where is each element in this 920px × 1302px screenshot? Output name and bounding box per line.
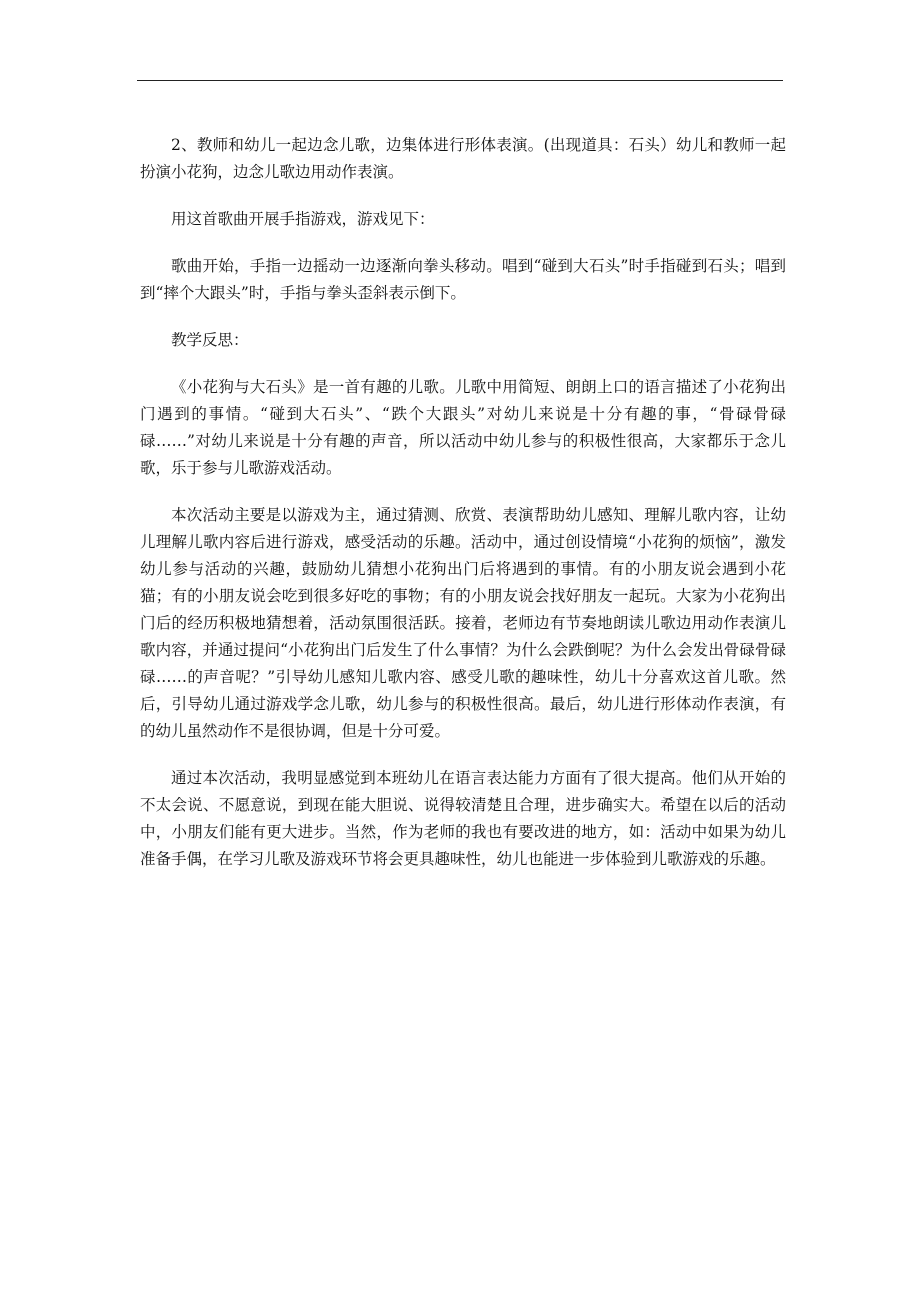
paragraph-finger-game-steps: 歌曲开始，手指一边摇动一边逐渐向拳头移动。唱到“碰到大石头”时手指碰到石头；唱到到“摔个大跟头”时，手指与拳头歪斜表示倒下。 [140,257,786,302]
document-body [140,132,786,893]
section-heading-teaching-reflection: 教学反思： [171,331,249,349]
paragraph-finger-game-intro: 用这首歌曲开展手指游戏，游戏见下： [171,210,435,228]
paragraph-reflection-activity: 本次活动主要是以游戏为主，通过猜测、欣赏、表演帮助幼儿感知、理解儿歌内容，让幼儿理解儿歌内容后进行游戏，感受活动的乐趣。活动中，通过创设情境“小花狗的烦恼”，激发幼儿参与活动的兴趣，鼓励幼儿猜想小花狗出门后将遇到的事情。有的小朋友说会遇到小花猫；有的小朋友说会吃到很多好吃的事物；有的小朋友说会找好朋友一起玩。大家为小花狗出门后的经历积极地猜想着，活动氛围很活跃。接着，老师边有节奏地朗读儿歌边用动作表演儿歌内容，并通过提问“小花狗出门后发生了什么事情？为什么会跌倒呢？为什么会发出骨碌骨碌碌……的声音呢？”引导幼儿感知儿歌内容、感受儿歌的趣味性，幼儿十分喜欢这首儿歌。然后，引导幼儿通过游戏学念儿歌，幼儿参与的积极性很高。最后，幼儿进行形体动作表演，有的幼儿虽然动作不是很协调，但是十分可爱。 [140,506,786,740]
paragraph-reflection-song: 《小花狗与大石头》是一首有趣的儿歌。儿歌中用简短、朗朗上口的语言描述了小花狗出门遇到的事情。“碰到大石头”、“跌个大跟头”对幼儿来说是十分有趣的事，“骨碌骨碌碌……”对幼儿来说是十分有趣的声音，所以活动中幼儿参与的积极性很高，大家都乐于念儿歌，乐于参与儿歌游戏活动。 [140,378,786,477]
header-rule [137,80,783,81]
paragraph-activity-step-2: 2、教师和幼儿一起边念儿歌，边集体进行形体表演。(出现道具：石头）幼儿和教师一起扮演小花狗，边念儿歌边用动作表演。 [140,136,786,181]
paragraph-reflection-summary: 通过本次活动，我明显感觉到本班幼儿在语言表达能力方面有了很大提高。他们从开始的不太会说、不愿意说，到现在能大胆说、说得较清楚且合理，进步确实大。希望在以后的活动中，小朋友们能有更大进步。当然，作为老师的我也有要改进的地方，如：活动中如果为幼儿准备手偶，在学习儿歌及游戏环节将会更具趣味性，幼儿也能进一步体验到儿歌游戏的乐趣。 [140,769,786,868]
